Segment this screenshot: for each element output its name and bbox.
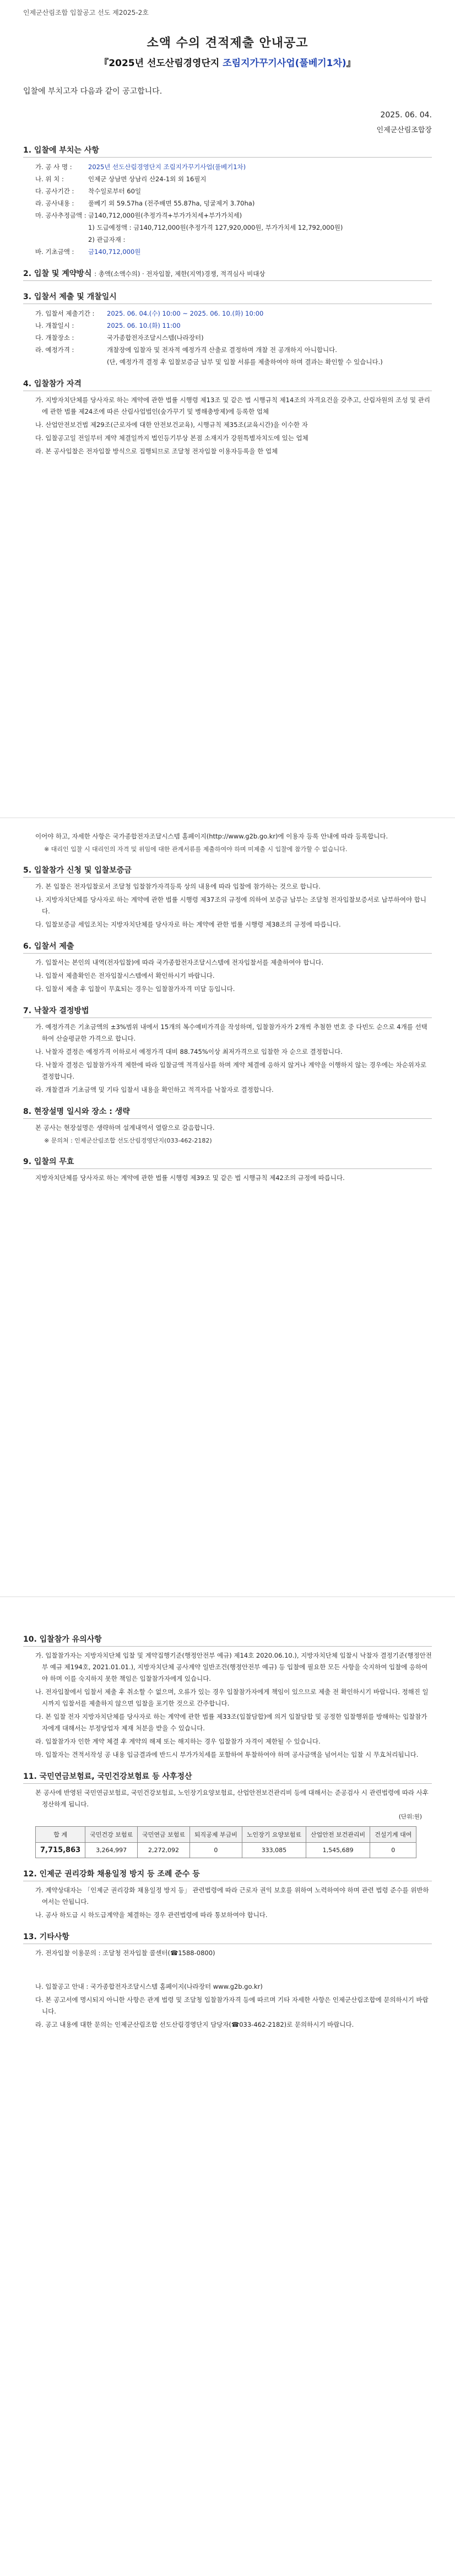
notice-date: 2025. 06. 04. [380, 111, 432, 120]
info-row: 2) 관급자재 : [88, 236, 126, 243]
table-header: 국민건강 보험료 [85, 1827, 138, 1843]
info-row: 가. 입찰서 제출기간 : 2025. 06. 04.(수) 10:00 ~ 2025. 06. 10.(화) 10:00 [35, 310, 264, 317]
info-row: 나. 개찰일시 : 2025. 06. 10.(화) 11:00 [35, 322, 181, 329]
subtitle-project: 조림지가꾸기사업(풀베기1차) [223, 58, 346, 69]
paragraph: 다. 본 공고서에 명시되지 아니한 사항은 관계 법령 및 조달청 입찰참가자격 등에 따르며 기타 자세한 사항은 인제군산림조합에 문의하시기 바랍니다. [35, 1996, 429, 2015]
page-subtitle [95, 55, 360, 69]
paragraph: 가. 계약상대자는 「인제군 권리강화 채용일정 방지 등」 관련법령에 따라 근로자 권익 보호를 위하여 노력하여야 하며 관련 법령 준수를 위반하여서는 안됩니다. [35, 1886, 429, 1906]
paragraph: 다. 본 입찰 전자 지방자치단체를 당사자로 하는 계약에 관한 법률 제33조(입찰담합)에 의거 입찰담합 및 공정한 입찰행위를 방해하는 입찰참가자에게 대해서는 부정당업자 제재 처분을 받을 수 있습니다. [35, 1713, 427, 1732]
paragraph: 마. 입찰자는 견적서작성 공 내용 입금결과에 반드시 부가가치세를 포함하여 투찰하여야 하며 공사금액을 넘어서는 입찰 시 무효처리됩니다. [35, 1751, 419, 1758]
subtitle-prefix: 『2025년 선도산림경영단지 [99, 58, 223, 69]
paragraph: 지방자치단체를 당사자로 하는 계약에 관한 법률 시행령 제39조 및 같은 법 시행규칙 제42조의 규정에 따릅니다. [35, 1174, 345, 1182]
table-cell: 2,272,092 [138, 1843, 190, 1858]
paragraph: 나. 공사 하도급 시 하도급계약을 체결하는 경우 관련법령에 따라 통보하여야 합니다. [35, 1911, 268, 1919]
paragraph: 다. 입찰공고일 전일부터 계약 체결일까지 법인등기부상 본점 소재지가 강원특별자치도에 있는 업체 [35, 434, 308, 442]
section-heading: 5. 입찰참가 신청 및 입찰보증금 [23, 864, 432, 878]
table-header: 합 계 [36, 1827, 85, 1843]
section-heading: 11. 국민연금보험료, 국민건강보험료 등 사후정산 [23, 1771, 432, 1784]
paragraph: 가. 입찰서는 본인의 내역(전자입찰)에 따라 국가종합전자조달시스템에 전자입찰서를 제출하여야 합니다. [35, 959, 324, 966]
paragraph: 가. 지방자치단체를 당사자로 하는 계약에 관한 법률 시행령 제13조 및 같은 법 시행규칙 제14조의 자격요건을 갖추고, 산림자원의 조성 및 관리에 관한 법률 제24조에 따른 산림사업법인(숲가꾸기 및 병해충방제)에 등록한 업체 [35, 396, 431, 415]
paragraph: 다. 입찰보증금 세입조치는 지방자치단체를 당사자로 하는 계약에 관한 법률 시행령 제38조의 규정에 따릅니다. [35, 921, 341, 928]
title-box [95, 34, 360, 69]
info-row: 라. 예정가격 : 개찰장에 입찰자 및 전자적 예정가격 산출로 결정하며 개찰 전 공개하지 아니합니다. [35, 346, 337, 354]
table-cell: 3,264,997 [85, 1843, 138, 1858]
paragraph: 나. 전자입찰에서 입찰서 제출 후 취소할 수 없으며, 오류가 있는 경우 입찰참가자에게 책임이 있으므로 제출 전 확인하시기 바랍니다. 정해진 일시까지 입찰서를 제출하지 않으면 입찰을 포기한 것으로 간주합니다. [35, 1688, 429, 1707]
greeting-text: 입찰에 부치고자 다음과 같이 공고합니다. [23, 87, 162, 96]
note-text: ※ 대리인 입찰 시 대리인의 자격 및 위임에 대한 관계서류를 제출하여야 하며 미제출 시 입찰에 참가할 수 없습니다. [44, 846, 348, 853]
section-heading: 6. 입찰서 제출 [23, 940, 432, 954]
paragraph: 본 공사에 반영된 국민연금보험료, 국민건강보험료, 노인장기요양보험료, 산업안전보건관리비 등에 대해서는 준공검사 시 관련법령에 따라 사후정산하게 됩니다. [35, 1789, 429, 1808]
paragraph: 나. 낙찰자 결정은 예정가격 이하로서 예정가격 대비 88.745%이상 최저가격으로 입찰한 자 순으로 결정합니다. [35, 1048, 343, 1056]
paragraph: 가. 예정가격은 기초금액의 ±3%범위 내에서 15개의 복수예비가격을 작성하며, 입찰참가자가 2개씩 추첨한 번호 중 다빈도 순으로 4개를 선택하여 산술평균한 가격으로 합니다. [35, 1023, 427, 1042]
info-row: (단, 예정가격 결정 후 입찰보증금 납부 및 입찰 서류를 제출하여야 하며 결과는 확인할 수 있습니다.) [107, 358, 383, 366]
table-cell: 1,545,689 [306, 1843, 370, 1858]
paragraph: 이어야 하고, 자세한 사항은 국가종합전자조달시스템 홈페이지(http://www.g2b.go.kr)에 이용자 등록 안내에 따라 등록합니다. [35, 832, 388, 840]
info-row: 다. 공사기간 : 착수일로부터 60일 [35, 187, 142, 195]
table-header: 퇴직공제 부금비 [189, 1827, 242, 1843]
section-heading: 12. 인제군 권리강화 채용일정 방지 등 조례 준수 등 [23, 1868, 432, 1881]
section-heading: 8. 현장설명 일시와 장소 : 생략 [23, 1106, 432, 1119]
paragraph: 다. 낙찰자 결정은 입찰참가자격 제한에 따라 입찰금액 적격심사를 하며 계약 체결에 응하지 않거나 계약을 이행하지 않는 경우에는 차순위자로 결정합니다. [35, 1061, 427, 1080]
paragraph: 나. 지방자치단체를 당사자로 하는 계약에 관한 법률 시행령 제37조의 규정에 의하여 보증금 납부는 조달청 전자입찰보증서로 납부하여야 합니다. [35, 896, 426, 915]
section-heading: 9. 입찰의 무효 [23, 1156, 432, 1169]
table-header: 국민연금 보험료 [138, 1827, 190, 1843]
paragraph: 다. 입찰서 제출 후 입찰이 무효되는 경우는 입찰참가자격 미달 등입니다. [35, 985, 235, 993]
insurance-fee-table [35, 1826, 416, 1858]
section-heading: 3. 입찰서 제출 및 개찰일시 [23, 291, 432, 304]
section-heading: 10. 입찰참가 유의사항 [23, 1633, 432, 1647]
paragraph: 나. 입찰서 제출확인은 전자입찰시스템에서 확인하시기 바랍니다. [35, 972, 215, 979]
notice-page-3 [0, 1600, 455, 2576]
notice-number: 인제군산림조합 입찰공고 선도 제2025-2호 [23, 9, 149, 17]
info-row: 마. 공사추정금액 : 금140,712,000원(추정가격+부가가치세+부가가치세) [35, 212, 242, 219]
info-row: 라. 공사내용 : 풀베기 외 59.57ha (전주배면 55.87ha, 덩굴제거 3.70ha) [35, 199, 255, 207]
paragraph: 본 공사는 현장설명은 생략하며 설계내역서 열람으로 갈음합니다. [35, 1124, 215, 1132]
info-row: 다. 개찰장소 : 국가종합전자조달시스템(나라장터) [35, 334, 204, 342]
info-row: 가. 공 사 명 : 2025년 선도산림경영단지 조림지가꾸기사업(풀베기1차) [35, 163, 246, 171]
table-row [36, 1843, 416, 1858]
continued-section [23, 1981, 432, 2031]
section-heading: 4. 입찰참가 자격 [23, 378, 432, 391]
table-header: 노인장기 요양보험료 [242, 1827, 306, 1843]
table-cell: 0 [189, 1843, 242, 1858]
note-text: ※ 문의처 : 인제군산림조합 선도산림경영단지(033-462-2182) [44, 1137, 212, 1144]
section-heading: 7. 낙찰자 결정방법 [23, 1005, 432, 1018]
table-header: 산업안전 보건관리비 [306, 1827, 370, 1843]
paragraph: 가. 전자입찰 이용문의 : 조달청 전자입찰 콜센터(☎1588-0800) [35, 1949, 215, 1957]
table-header-row [36, 1827, 416, 1843]
table-cell: 333,085 [242, 1843, 306, 1858]
table-cell: 7,715,863 [36, 1843, 85, 1858]
issuer-name: 인제군산림조합장 [376, 126, 432, 134]
paragraph: 나. 입찰공고 안내 : 국가종합전자조달시스템 홈페이지(나라장터 www.g2b.go.kr) [35, 1983, 263, 1990]
notice-page-2 [0, 821, 455, 1592]
section-heading: 13. 기타사항 [23, 1931, 432, 1944]
paragraph: 라. 입찰참가자 인한 계약 체결 후 계약의 해제 또는 해지하는 경우 입찰참가 자격이 제한될 수 있습니다. [35, 1738, 321, 1745]
paragraph: 라. 공고 내용에 대한 문의는 인제군산림조합 선도산림경영단지 담당자(☎033-462-2182)로 문의하시기 바랍니다. [35, 2021, 354, 2028]
info-row: 1) 도급예정액 : 금140,712,000원(추정가격 127,920,000원, 부가가치세 12,792,000원) [88, 224, 343, 231]
paragraph: 라. 본 공사입찰은 전자입찰 방식으로 집행되므로 조달청 전자입찰 이용자등록을 한 업체 [35, 447, 278, 455]
table-cell: 0 [370, 1843, 416, 1858]
table-unit: (단위:원) [398, 1814, 422, 1820]
paragraph: 나. 산업안전보건법 제29조(근로자에 대한 안전보건교육), 시행규칙 제35조(교육시간)을 이수한 자 [35, 421, 308, 429]
notice-page-1 [0, 0, 455, 815]
section-heading: 2. 입찰 및 계약방식 : 총액(소액수의) · 전자입찰, 제한(지역)경쟁, 적격심사 비대상 [23, 268, 432, 281]
page-title: 소액 수의 견적제출 안내공고 [147, 36, 308, 50]
section-heading: 1. 입찰에 부치는 사항 [23, 144, 432, 158]
paragraph: 라. 개찰결과 기초금액 및 기타 입찰서 내용을 확인하고 적격자를 낙찰자로 결정합니다. [35, 1086, 274, 1094]
paragraph: 가. 본 입찰은 전자입찰로서 조달청 입찰참가자격등록 상의 내용에 따라 입찰에 참가하는 것으로 합니다. [35, 883, 321, 890]
table-header: 건설기계 대여 [370, 1827, 416, 1843]
subtitle-suffix: 』 [346, 58, 356, 69]
info-row: 바. 기초금액 : 금140,712,000원 [35, 248, 141, 256]
info-row: 나. 위 치 : 인제군 상남면 상남리 산24-1외 외 16필지 [35, 175, 207, 183]
paragraph: 가. 입찰참가자는 지방자치단체 입찰 및 계약집행기준(행정안전부 예규) 제14호 2020.06.10.), 지방자치단체 입찰시 낙찰자 결정기준(행정안전부 예규 제194호, 2021.01.01.), 지방자치단체 공사계약 일반조건(행정안전부 예규) 등 입찰에 필요한 모든 사항을 숙지하여 입찰에 응하여야 하며 이를 숙지하지 못한 책임은 입찰참가자에게 있습니다. [35, 1652, 432, 1682]
